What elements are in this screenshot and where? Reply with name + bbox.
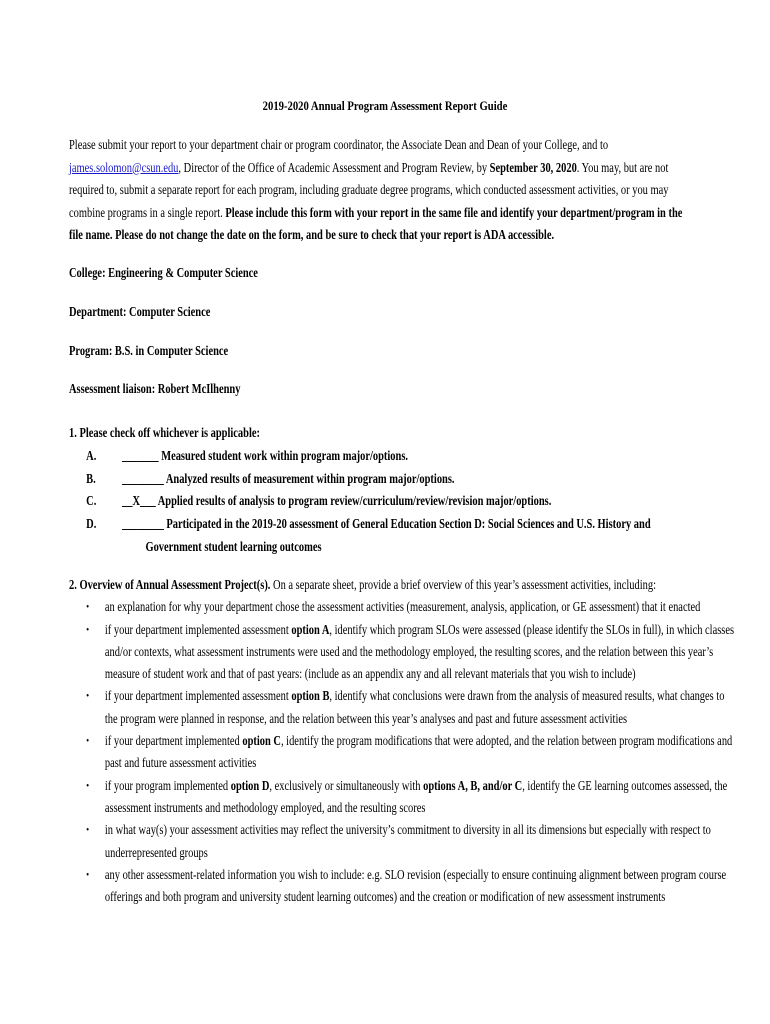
bullet-text: , identify which program SLOs were assessed (please identify the SLOs in full), in which classes and/or contexts, what assessment instruments were used and the methodology employed, the resulting scores, and the relation between this year’s measure of student work and that of past years: (include as an appendix any and all relevant materials that you wish to include) xyxy=(104,621,735,682)
option-letter: C. xyxy=(86,493,97,509)
bullet-list xyxy=(69,596,740,908)
due-date: September 30, 2020 xyxy=(489,159,577,175)
option-text: _______ Measured student work within program major/options. xyxy=(122,447,409,463)
bullet-icon: • xyxy=(86,779,90,792)
intro-text-2: Director of the Office of Academic Assessment and Program Review, by xyxy=(183,159,490,175)
option-c xyxy=(69,490,740,513)
bullet-icon: • xyxy=(86,824,90,837)
bullet-icon: • xyxy=(86,601,90,614)
department-field: Department: Computer Science xyxy=(69,304,211,319)
option-d-continuation: Government student learning outcomes xyxy=(145,538,322,554)
option-a xyxy=(69,445,740,468)
bullet-text: if your program implemented xyxy=(104,777,231,793)
intro-text-1: Please submit your report to your department chair or program coordinator, the Associate Dean and Dean of your College, and to xyxy=(69,137,609,152)
bullet-option: option D xyxy=(230,777,270,793)
bullet-text: , identify what conclusions were drawn from the analysis of measured results, what changes to the program were planned in response, and the relation between this year’s analyses and past and future assessment activities xyxy=(104,688,725,726)
list-item xyxy=(69,775,740,820)
question-2-heading xyxy=(69,574,740,596)
bullet-text: if your department implemented assessment xyxy=(104,688,292,704)
option-letter: D. xyxy=(86,516,97,532)
college-field: College: Engineering & Computer Science xyxy=(69,265,258,280)
bullet-text: , identify the program modifications that were adopted, and the relation between program modifications and past and future assessment activities xyxy=(104,733,733,771)
question-1-heading: 1. Please check off whichever is applicable: xyxy=(69,425,260,440)
bullet-icon: • xyxy=(86,623,90,636)
bullet-text: an explanation for why your department chose the assessment activities (measurement, analysis, application, or GE assessment) that it enacted xyxy=(104,599,701,615)
bullet-icon: • xyxy=(86,868,90,881)
question-2 xyxy=(69,574,740,908)
bullet-option: options A, B, and/or C xyxy=(423,777,523,793)
bullet-option: option C xyxy=(242,733,281,749)
question-2-title: 2. Overview of Annual Assessment Project(s). xyxy=(69,577,271,592)
list-item xyxy=(69,596,740,618)
bullet-text: if your department implemented xyxy=(104,733,243,749)
question-2-intro: On a separate sheet, provide a brief overview of this year’s assessment activities, including: xyxy=(270,577,656,592)
list-item xyxy=(69,864,740,909)
list-item xyxy=(69,619,740,686)
intro-instruction: Please include this form with your report in the same file and identify your department/program in the file name. Please do not change the date on the form, and be sure to check that your report is ADA accessible. xyxy=(69,204,683,243)
list-item xyxy=(69,819,740,864)
program-field: Program: B.S. in Computer Science xyxy=(69,343,229,358)
option-text: ________ Participated in the 2019-20 assessment of General Education Section D: Social Sciences and U.S. History and xyxy=(122,516,651,532)
option-letter: A. xyxy=(86,447,97,463)
bullet-text: , identify the GE learning outcomes assessed, the assessment instruments and methodology employed, and the resulting scores xyxy=(104,777,728,815)
bullet-text: any other assessment-related information you wish to include: e.g. SLO revision (especially to ensure continuing alignment between program course offerings and both program and university student learning outcomes) and the creation or modification of new assessment instruments xyxy=(104,866,727,905)
bullet-text: in what way(s) your assessment activities may reflect the university’s commitment to diversity in all its dimensions but especially with respect to underrepresented groups xyxy=(104,822,711,860)
option-letter: B. xyxy=(86,470,96,486)
question-1 xyxy=(69,422,740,559)
email-link[interactable]: james.solomon@csun.edu xyxy=(69,159,179,175)
bullet-option: option A xyxy=(291,621,330,637)
option-text: ________ Analyzed results of measurement within program major/options. xyxy=(122,470,455,486)
intro-paragraph xyxy=(69,134,697,247)
bullet-icon: • xyxy=(86,690,90,703)
option-b xyxy=(69,468,740,491)
intro-text-1b: , xyxy=(178,159,182,175)
bullet-icon: • xyxy=(86,735,90,748)
page-title: 2019-2020 Annual Program Assessment Report Guide xyxy=(262,98,508,113)
intro-text-3: . You may, but are not required to, submit a separate report for each program, including graduate degree programs, which conducted assessment activities, or you may combine programs in a single report. xyxy=(69,159,669,220)
bullet-text: if your department implemented assessment xyxy=(104,621,292,637)
bullet-option: option B xyxy=(291,688,330,704)
option-text: __X___ Applied results of analysis to program review/curriculum/review/revision major/options. xyxy=(122,493,552,509)
option-d xyxy=(69,513,740,536)
list-item xyxy=(69,730,740,775)
list-item xyxy=(69,685,740,730)
liaison-field: Assessment liaison: Robert McIlhenny xyxy=(69,381,241,396)
bullet-text: , exclusively or simultaneously with xyxy=(269,777,424,793)
